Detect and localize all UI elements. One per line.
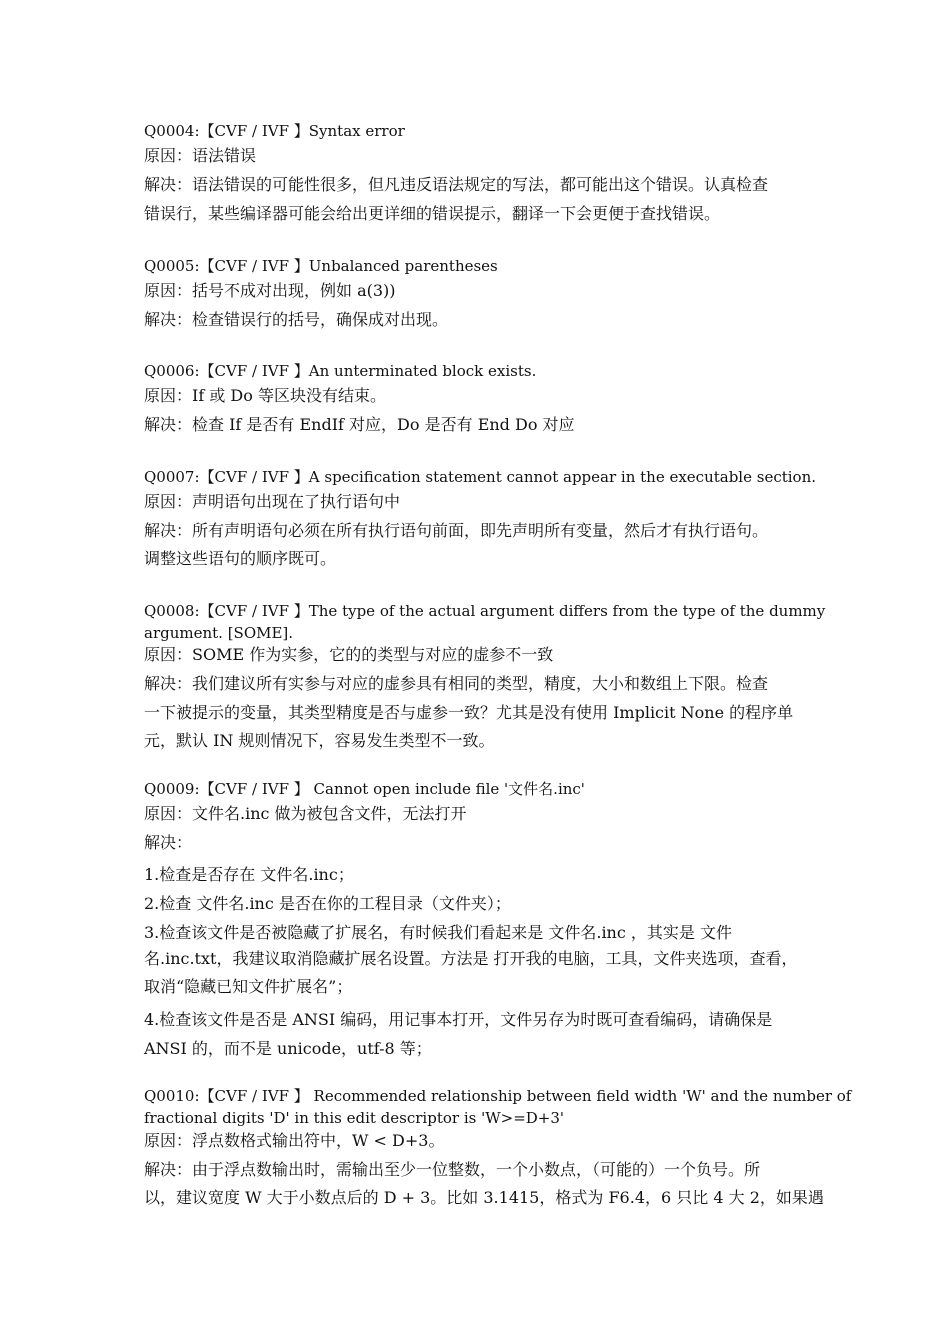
entry-solution-line: 元，默认 IN 规则情况下，容易发生类型不一致。 (144, 731, 495, 750)
entry-solution-line: 解决：检查 If 是否有 EndIf 对应，Do 是否有 End Do 对应 (144, 415, 575, 434)
entry-solution-line: 解决：检查错误行的括号，确保成对出现。 (144, 310, 449, 329)
entry-solution-line: 解决：语法错误的可能性很多，但凡违反语法规定的写法，都可能出这个错误。认真检查 (144, 175, 769, 194)
entry-solution-line: 以，建议宽度 W 大于小数点后的 D + 3。比如 3.1415，格式为 F6.4，6 只比 4 大 2，如果遇 (144, 1188, 824, 1207)
entry-cause: 原因：If 或 Do 等区块没有结束。 (144, 386, 386, 405)
entry-title: Q0007:【CVF / IVF 】A specification statement cannot appear in the executable section. (144, 468, 817, 486)
entry-solution-line: 2.检查 文件名.inc 是否在你的工程目录（文件夹）； (144, 894, 511, 913)
entry-title-continued: fractional digits 'D' in this edit descriptor is 'W>=D+3' (144, 1109, 565, 1127)
entry-title: Q0009:【CVF / IVF 】 Cannot open include file '文件名.inc' (144, 780, 585, 798)
entry-solution-line: 解决：所有声明语句必须在所有执行语句前面，即先声明所有变量，然后才有执行语句。 (144, 521, 769, 540)
entry-solution-line: ANSI 的，而不是 unicode，utf-8 等； (144, 1039, 432, 1058)
entry-cause: 原因：SOME 作为实参，它的的类型与对应的虚参不一致 (144, 645, 554, 664)
entry-solution-line: 解决：我们建议所有实参与对应的虚参具有相同的类型，精度，大小和数组上下限。检查 (144, 674, 769, 693)
entry-cause: 原因：声明语句出现在了执行语句中 (144, 492, 401, 511)
entry-solution-line: 1.检查是否存在 文件名.inc； (144, 865, 354, 884)
entry-title: Q0005:【CVF / IVF 】Unbalanced parentheses (144, 257, 498, 275)
entry-title: Q0004:【CVF / IVF 】Syntax error (144, 122, 405, 140)
entry-solution-line: 4.检查该文件是否是 ANSI 编码，用记事本打开，文件另存为时既可查看编码，请确保是 (144, 1010, 773, 1029)
entry-title: Q0010:【CVF / IVF 】 Recommended relationship between field width 'W' and the number of (144, 1087, 852, 1105)
entry-solution-line: 解决： (144, 833, 193, 852)
entry-solution-line: 调整这些语句的顺序既可。 (144, 549, 337, 568)
entry-cause: 原因：括号不成对出现，例如 a(3)) (144, 281, 396, 300)
entry-cause: 原因：文件名.inc 做为被包含文件，无法打开 (144, 804, 467, 823)
entry-solution-line: 3.检查该文件是否被隐藏了扩展名，有时候我们看起来是 文件名.inc ，其实是 文件 (144, 923, 732, 942)
entry-title-continued: argument. [SOME]. (144, 624, 294, 642)
entry-solution-line: 解决：由于浮点数输出时，需输出至少一位整数，一个小数点，（可能的）一个负号。所 (144, 1160, 761, 1179)
entry-title: Q0006:【CVF / IVF 】An unterminated block exists. (144, 362, 537, 380)
entry-solution-line: 名.inc.txt，我建议取消隐藏扩展名设置。方法是 打开我的电脑，工具，文件夹选项，查看， (144, 949, 798, 968)
entry-cause: 原因：语法错误 (144, 146, 257, 165)
entry-solution-line: 取消“隐藏已知文件扩展名”； (144, 977, 353, 996)
entry-cause: 原因：浮点数格式输出符中，W < D+3。 (144, 1131, 445, 1150)
entry-solution-line: 错误行，某些编译器可能会给出更详细的错误提示，翻译一下会更便于查找错误。 (144, 204, 721, 223)
entry-solution-line: 一下被提示的变量，其类型精度是否与虚参一致？尤其是没有使用 Implicit None 的程序单 (144, 703, 794, 722)
entry-title: Q0008:【CVF / IVF 】The type of the actual argument differs from the type of the dummy (144, 602, 826, 620)
